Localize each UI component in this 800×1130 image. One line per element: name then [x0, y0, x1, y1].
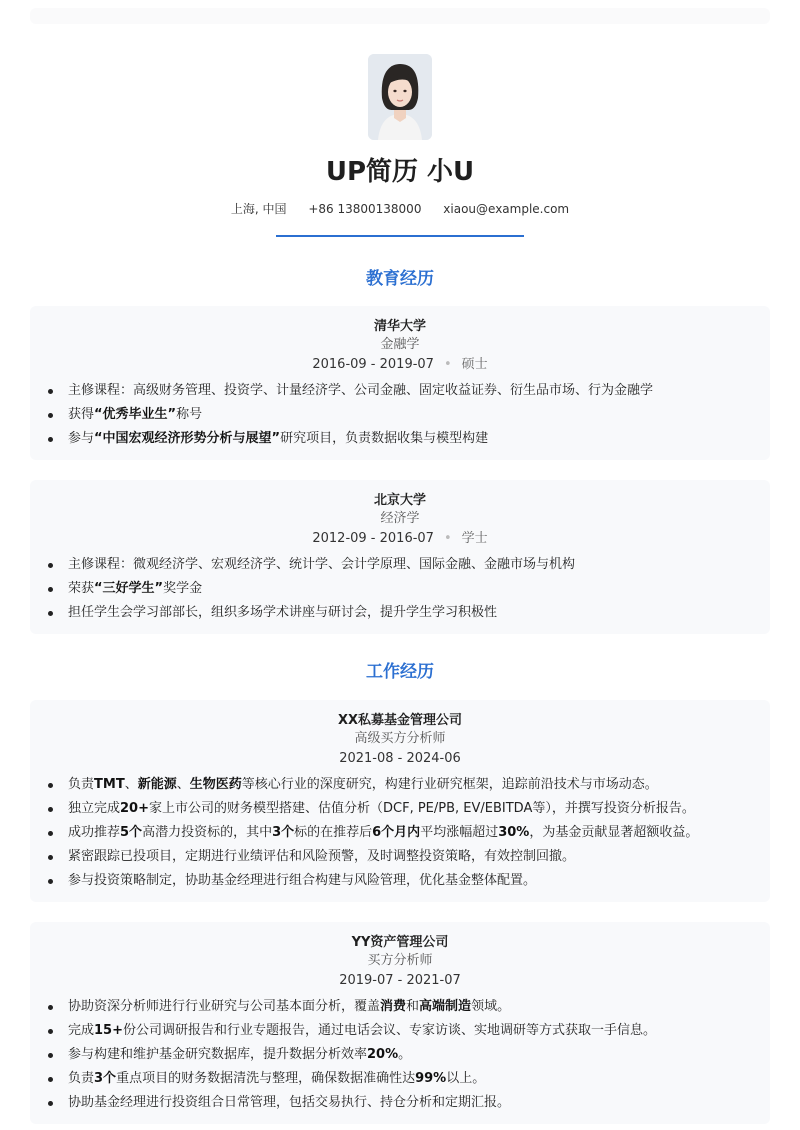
- highlight-text: 3个: [94, 1071, 117, 1086]
- education-section-title: 教育经历: [366, 269, 434, 289]
- company-name: XX私募基金管理公司: [337, 713, 463, 728]
- highlight-text: 20%: [367, 1047, 399, 1062]
- bullet-text: 平均涨幅超过: [420, 825, 499, 840]
- education-card-tsinghua: [30, 306, 770, 460]
- bullet-item: [44, 821, 770, 845]
- resume-header: [0, 54, 800, 237]
- highlight-text: “优秀毕业生”: [94, 407, 177, 422]
- education-meta: [30, 528, 770, 550]
- highlight-text: 6个月内: [372, 825, 421, 840]
- bullet-text: 主修课程：高级财务管理、投资学、计量经济学、公司金融、固定收益证券、衍生品市场、行为金融学: [68, 383, 654, 398]
- bullet-list: [30, 773, 770, 893]
- date-range: 2019-07 - 2021-07: [339, 973, 461, 988]
- bullet-text: 负责: [68, 1071, 95, 1086]
- bullet-item: [44, 1043, 770, 1067]
- contact-line: [0, 200, 800, 218]
- location-text: 上海, 中国: [230, 202, 287, 216]
- bullet-text: 获得: [68, 407, 95, 422]
- highlight-text: 15+: [94, 1023, 123, 1038]
- major-name: 金融学: [380, 337, 420, 352]
- highlight-text: 99%: [415, 1071, 447, 1086]
- bullet-text: 担任学生会学习部部长，组织多场学术讲座与研讨会，提升学生学习积极性: [68, 605, 498, 620]
- bullet-text: 主修课程：微观经济学、宏观经济学、统计学、会计学原理、国际金融、金融市场与机构: [68, 557, 576, 572]
- major-name: 经济学: [380, 511, 420, 526]
- bullet-item: [44, 577, 770, 601]
- bullet-text: 参与: [68, 431, 95, 446]
- bullet-list: [30, 995, 770, 1115]
- education-card-pku: [30, 480, 770, 634]
- bullet-item: [44, 1091, 770, 1115]
- bullet-text: 成功推荐: [68, 825, 121, 840]
- date-range: 2012-09 - 2016-07: [312, 531, 434, 546]
- header-divider: [276, 235, 524, 237]
- highlight-text: 3个: [272, 825, 295, 840]
- highlight-text: “中国宏观经济形势分析与展望”: [94, 431, 281, 446]
- bullet-item: [44, 403, 770, 427]
- date-range: 2016-09 - 2019-07: [312, 357, 434, 372]
- bullet-item: [44, 869, 770, 893]
- bullet-item: [44, 379, 770, 403]
- bullet-text: 协助基金经理进行投资组合日常管理，包括交易执行、持仓分析和定期汇报。: [68, 1095, 511, 1110]
- bullet-item: [44, 601, 770, 625]
- bullet-text: 研究项目，负责数据收集与模型构建: [280, 431, 489, 446]
- bullet-item: [44, 1067, 770, 1091]
- bullet-text: 份公司调研报告和行业专题报告，通过电话会议、专家访谈、实地调研等方式获取一手信息。: [123, 1023, 657, 1038]
- phone-text: +86 13800138000: [308, 202, 422, 216]
- email-link[interactable]: xiaou@example.com: [443, 202, 570, 216]
- bullet-text: 家上市公司的财务模型搭建、估值分析（DCF, PE/PB, EV/EBITDA等），并撰写投资分析报告。: [149, 801, 695, 816]
- top-bar: [30, 8, 770, 24]
- bullet-text: 荣获: [68, 581, 95, 596]
- bullet-item: [44, 427, 770, 451]
- candidate-name: UP简历 小U: [325, 157, 475, 187]
- date-range: 2021-08 - 2024-06: [339, 751, 461, 766]
- job-title: 高级买方分析师: [354, 731, 446, 746]
- bullet-text: 独立完成: [68, 801, 121, 816]
- highlight-text: 生物医药: [189, 777, 242, 792]
- degree-label: 学士: [461, 531, 488, 546]
- bullet-text: 完成: [68, 1023, 95, 1038]
- degree-label: 硕士: [461, 357, 488, 372]
- bullet-text: 紧密跟踪已投项目，定期进行业绩评估和风险预警，及时调整投资策略，有效控制回撤。: [68, 849, 576, 864]
- bullet-text: 参与投资策略制定，协助基金经理进行组合构建与风险管理，优化基金整体配置。: [68, 873, 537, 888]
- bullet-item: [44, 845, 770, 869]
- bullet-item: [44, 553, 770, 577]
- highlight-text: 高端制造: [419, 999, 472, 1014]
- work-card-xx: [30, 700, 770, 902]
- school-name: 北京大学: [373, 493, 426, 508]
- bullet-text: 协助资深分析师进行行业研究与公司基本面分析，覆盖: [68, 999, 381, 1014]
- bullet-text: 负责: [68, 777, 95, 792]
- bullet-list: [30, 379, 770, 451]
- bullet-item: [44, 995, 770, 1019]
- bullet-text: 标的在推荐后: [294, 825, 373, 840]
- bullet-text: 称号: [176, 407, 203, 422]
- avatar: [368, 54, 432, 140]
- highlight-text: “三好学生”: [94, 581, 164, 596]
- bullet-text: 领域。: [471, 999, 511, 1014]
- bullet-text: 奖学金: [163, 581, 203, 596]
- highlight-text: 20+: [120, 801, 149, 816]
- highlight-text: 30%: [498, 825, 530, 840]
- separator-dot-icon: •: [443, 531, 452, 546]
- bullet-text: 参与构建和维护基金研究数据库，提升数据分析效率: [68, 1047, 368, 1062]
- bullet-text: 。: [398, 1047, 412, 1062]
- avatar-photo-icon: [368, 54, 432, 140]
- bullet-text: ，为基金贡献显著超额收益。: [529, 825, 699, 840]
- highlight-text: TMT: [94, 777, 125, 792]
- highlight-text: 消费: [380, 999, 407, 1014]
- bullet-text: 高潜力投资标的，其中: [142, 825, 273, 840]
- work-card-yy: [30, 922, 770, 1124]
- bullet-text: 和: [406, 999, 420, 1014]
- bullet-item: [44, 1019, 770, 1043]
- bullet-text: 、: [124, 777, 138, 792]
- bullet-text: 以上。: [446, 1071, 486, 1086]
- bullet-list: [30, 553, 770, 625]
- bullet-text: 、: [176, 777, 190, 792]
- bullet-text: 重点项目的财务数据清洗与整理，确保数据准确性达: [116, 1071, 416, 1086]
- job-title: 买方分析师: [367, 953, 433, 968]
- work-section-title: 工作经历: [366, 662, 434, 682]
- company-name: YY资产管理公司: [351, 935, 449, 950]
- separator-dot-icon: •: [443, 357, 452, 372]
- highlight-text: 新能源: [137, 777, 177, 792]
- bullet-item: [44, 773, 770, 797]
- highlight-text: 5个: [120, 825, 143, 840]
- school-name: 清华大学: [373, 319, 426, 334]
- education-meta: [30, 354, 770, 376]
- bullet-text: 等核心行业的深度研究，构建行业研究框架，追踪前沿技术与市场动态。: [241, 777, 658, 792]
- bullet-item: [44, 797, 770, 821]
